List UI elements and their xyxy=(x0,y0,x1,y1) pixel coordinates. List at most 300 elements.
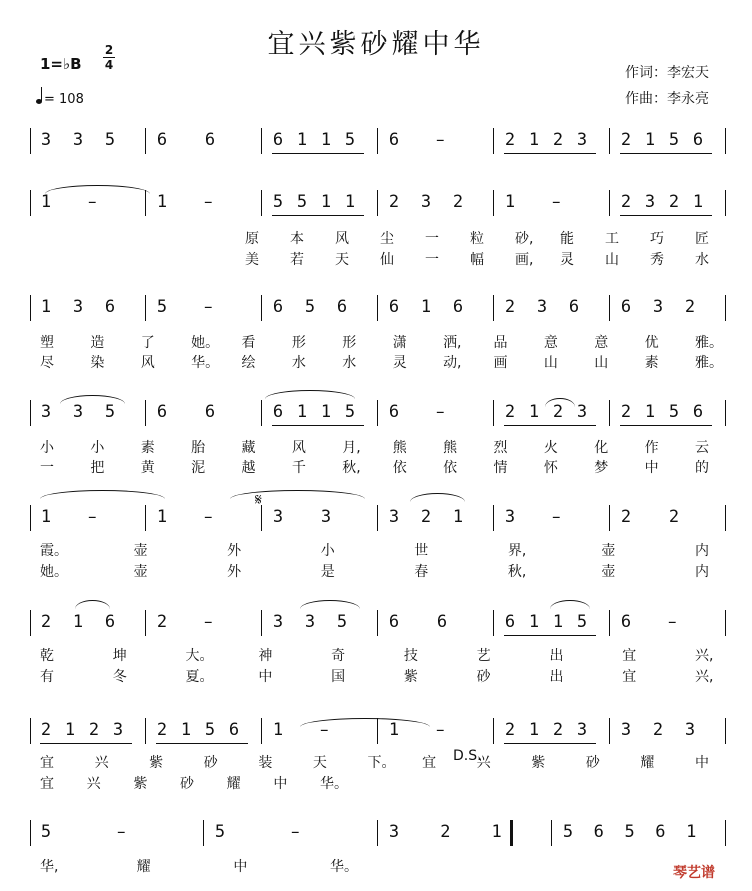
note: 5 xyxy=(272,192,284,212)
barline xyxy=(261,190,262,216)
note: 2 xyxy=(552,402,564,422)
barline xyxy=(725,505,726,531)
lyric-word: 出 xyxy=(549,669,564,685)
lyricist-credit: 作词：李宏天 xyxy=(625,65,709,81)
note: 2 xyxy=(684,297,696,317)
barline xyxy=(725,400,726,426)
barline xyxy=(493,400,494,426)
lyric-word: 依 xyxy=(392,460,407,476)
note: 1 xyxy=(686,822,697,842)
barline xyxy=(377,820,378,846)
lyric-word: 华。 xyxy=(330,859,358,875)
lyric-word: 洒, xyxy=(443,335,462,351)
slur-line xyxy=(550,600,590,609)
note: 1 xyxy=(156,192,168,212)
lyric-word: 艺 xyxy=(476,648,491,664)
lyric-word: 造 xyxy=(90,335,105,351)
segno-icon: 𝄋 xyxy=(255,490,262,509)
score-row xyxy=(30,820,726,850)
beam-line xyxy=(620,425,712,426)
lyric-word: 霞。 xyxy=(40,543,68,559)
ds-marker: D.S. xyxy=(453,748,482,764)
note: 3 xyxy=(272,612,284,632)
note: 3 xyxy=(40,402,52,422)
lyric-word: 天 xyxy=(312,755,327,771)
note: 5 xyxy=(156,297,168,317)
lyric-word: 优 xyxy=(644,335,659,351)
key-signature: 1=♭B xyxy=(40,55,82,73)
note: 5 xyxy=(562,822,574,842)
lyric-word: 尽 xyxy=(40,355,54,371)
note: 1 xyxy=(528,612,540,632)
lyric-word: 熊 xyxy=(443,440,458,456)
note: 2 xyxy=(420,507,432,527)
lyric-word: 华。 xyxy=(320,776,348,792)
extension-dash: – xyxy=(204,507,213,527)
lyric-word: 染 xyxy=(90,355,105,371)
lyric-word: 雅。 xyxy=(695,335,723,351)
note: 1 xyxy=(552,612,564,632)
lyric-word: 灵 xyxy=(392,355,407,371)
barline xyxy=(30,718,31,744)
note: 2 xyxy=(620,402,632,422)
barline xyxy=(261,718,262,744)
note: 6 xyxy=(452,297,464,317)
lyric-word: 黄 xyxy=(140,460,155,476)
note: 3 xyxy=(72,402,84,422)
note: 2 xyxy=(88,720,100,740)
lyric-word: 兴 xyxy=(86,776,101,792)
note: 2 xyxy=(620,130,632,150)
barline xyxy=(493,718,494,744)
note: 3 xyxy=(576,720,588,740)
lyric-word: 风 xyxy=(291,440,306,456)
lyric-word: 美 xyxy=(245,252,259,268)
note: 1 xyxy=(528,130,540,150)
note: 3 xyxy=(536,297,548,317)
lyric-word: 兴 xyxy=(94,755,109,771)
note: 3 xyxy=(272,507,284,527)
note: 6 xyxy=(156,402,168,422)
lyric-word: 一 xyxy=(425,252,439,268)
barline xyxy=(145,400,146,426)
lyric-word: 灵 xyxy=(560,252,574,268)
note: 3 xyxy=(112,720,124,740)
note: 3 xyxy=(644,192,656,212)
lyric-word: 怀 xyxy=(543,460,558,476)
note: 5 xyxy=(336,612,348,632)
beam-line xyxy=(620,215,712,216)
lyric-word: 水 xyxy=(342,355,357,371)
barline xyxy=(493,128,494,154)
lyric-word: 春 xyxy=(414,564,429,580)
beam-line xyxy=(504,743,596,744)
note: 6 xyxy=(272,130,284,150)
lyric-word: 云 xyxy=(695,440,709,456)
note: 1 xyxy=(296,402,308,422)
score-row xyxy=(30,128,726,158)
note: 6 xyxy=(388,612,400,632)
barline xyxy=(261,295,262,321)
lyric-word: 化 xyxy=(594,440,609,456)
extension-dash: – xyxy=(552,507,561,527)
note: 2 xyxy=(156,612,168,632)
lyric-word: 是 xyxy=(320,564,335,580)
lyric-word: 本 xyxy=(290,231,304,247)
lyric-word: 塑 xyxy=(40,335,54,351)
lyric-word: 依 xyxy=(443,460,458,476)
note: 1 xyxy=(491,822,502,842)
note: 2 xyxy=(668,507,680,527)
note: 1 xyxy=(452,507,464,527)
lyric-word: 华, xyxy=(40,859,59,875)
note: 6 xyxy=(593,822,604,842)
note: 3 xyxy=(652,297,664,317)
barline xyxy=(30,610,31,636)
barline xyxy=(377,190,378,216)
beam-line xyxy=(504,635,596,636)
barline xyxy=(145,718,146,744)
note: 2 xyxy=(388,192,400,212)
lyric-word: 潇 xyxy=(392,335,407,351)
lyric-word: 中 xyxy=(644,460,659,476)
lyric-word: 世 xyxy=(414,543,429,559)
lyric-word: 外 xyxy=(227,543,242,559)
beam-line xyxy=(504,425,596,426)
lyric-word: 越 xyxy=(241,460,256,476)
lyric-word: 胎 xyxy=(191,440,206,456)
extension-dash: – xyxy=(117,822,126,842)
lyric-word: 乾 xyxy=(40,648,54,664)
note: 6 xyxy=(204,402,216,422)
lyric-word: 她。 xyxy=(191,335,220,351)
note: 1 xyxy=(272,720,284,740)
note: 1 xyxy=(40,192,52,212)
lyric-word: 山 xyxy=(594,355,609,371)
barline xyxy=(609,190,610,216)
note: 1 xyxy=(528,720,540,740)
lyric-word: 壶 xyxy=(601,564,616,580)
lyric-word: 风 xyxy=(140,355,155,371)
lyric-word: 秋, xyxy=(507,564,527,580)
lyric-word: 小 xyxy=(90,440,105,456)
note: 6 xyxy=(568,297,580,317)
barline xyxy=(725,820,726,846)
lyric-word: 画 xyxy=(493,355,508,371)
lyric-word: 品 xyxy=(493,335,508,351)
barline xyxy=(145,505,146,531)
note: 6 xyxy=(388,130,400,150)
lyric-word: 耀 xyxy=(640,755,655,771)
lyric-word: 宜 xyxy=(40,776,54,792)
lyric-word: 绘 xyxy=(241,355,256,371)
slur-line xyxy=(265,390,355,399)
lyric-word: 小 xyxy=(320,543,335,559)
barline xyxy=(609,718,610,744)
lyric-word: 冬 xyxy=(112,669,127,685)
note: 6 xyxy=(692,130,704,150)
barline xyxy=(30,190,31,216)
lyric-word: 华。 xyxy=(191,355,220,371)
note: 6 xyxy=(620,297,632,317)
note: 3 xyxy=(388,507,400,527)
watermark-logo: 琴艺谱 xyxy=(673,865,715,881)
score-row xyxy=(30,505,726,535)
note: 6 xyxy=(692,402,704,422)
lyric-word: 兴, xyxy=(695,669,714,685)
note: 1 xyxy=(320,192,332,212)
barline xyxy=(609,505,610,531)
note: 1 xyxy=(528,402,540,422)
lyric-word: 紫 xyxy=(149,755,164,771)
barline xyxy=(551,820,552,846)
extension-dash: – xyxy=(204,612,213,632)
note: 6 xyxy=(388,297,400,317)
final-barline xyxy=(510,820,513,846)
slur-line xyxy=(230,490,365,499)
meter-bottom: 4 xyxy=(104,58,114,72)
note: 1 xyxy=(420,297,432,317)
note: 1 xyxy=(72,612,84,632)
lyric-word: 宜 xyxy=(622,648,637,664)
lyric-word: 砂, xyxy=(515,231,534,247)
slur-line xyxy=(300,600,360,609)
note: 6 xyxy=(228,720,240,740)
extension-dash: – xyxy=(320,720,329,740)
beam-line xyxy=(620,153,712,154)
extension-dash: – xyxy=(436,130,445,150)
lyric-word: 尘 xyxy=(380,231,394,247)
barline xyxy=(261,128,262,154)
slur-line xyxy=(40,490,165,499)
lyric-word: 作 xyxy=(644,440,659,456)
barline xyxy=(30,295,31,321)
lyric-word: 外 xyxy=(227,564,242,580)
lyric-word: 把 xyxy=(90,460,105,476)
lyric-word: 砂 xyxy=(203,755,218,771)
lyric-word: 秀 xyxy=(650,252,664,268)
score-row xyxy=(30,400,726,430)
extension-dash: – xyxy=(668,612,677,632)
lyric-word: 紫 xyxy=(531,755,546,771)
lyric-word: 月, xyxy=(342,440,361,456)
extension-dash: – xyxy=(204,192,213,212)
note: 6 xyxy=(272,297,284,317)
lyric-word: 紫 xyxy=(403,669,418,685)
slur-line xyxy=(410,493,465,502)
note: 1 xyxy=(180,720,192,740)
meter-top: 2 xyxy=(104,43,114,57)
note: 6 xyxy=(436,612,448,632)
barline xyxy=(725,610,726,636)
lyric-word: 奇 xyxy=(331,648,346,664)
lyric-word: 烈 xyxy=(493,440,508,456)
barline xyxy=(493,610,494,636)
lyric-word: 神 xyxy=(258,648,273,664)
note: 5 xyxy=(40,822,52,842)
note: 6 xyxy=(272,402,284,422)
note: 1 xyxy=(644,130,656,150)
note: 5 xyxy=(304,297,316,317)
lyric-word: 藏 xyxy=(241,440,256,456)
beam-line xyxy=(272,153,364,154)
lyric-word: 界, xyxy=(507,543,527,559)
beam-line xyxy=(504,153,596,154)
lyric-word: 技 xyxy=(403,648,418,664)
extension-dash: – xyxy=(204,297,213,317)
note: 3 xyxy=(620,720,632,740)
score-row xyxy=(30,610,726,640)
extension-dash: – xyxy=(291,822,300,842)
lyric-word: 粒 xyxy=(470,231,484,247)
lyric-word: 素 xyxy=(140,440,155,456)
note: 1 xyxy=(320,130,332,150)
barline xyxy=(30,820,31,846)
lyric-word: 宜 xyxy=(622,669,637,685)
barline xyxy=(377,128,378,154)
note: 6 xyxy=(655,822,666,842)
lyric-word: 耀 xyxy=(226,776,241,792)
lyric-word: 雅。 xyxy=(695,355,723,371)
score-row xyxy=(30,190,726,220)
note: 1 xyxy=(296,130,308,150)
note: 1 xyxy=(644,402,656,422)
barline xyxy=(609,610,610,636)
note: 6 xyxy=(104,612,116,632)
lyric-word: 原 xyxy=(245,231,259,247)
quarter-note-icon xyxy=(36,99,42,104)
note: 1 xyxy=(156,507,168,527)
note: 1 xyxy=(344,192,356,212)
lyric-word: 壶 xyxy=(133,543,148,559)
extension-dash: – xyxy=(88,192,97,212)
note: 1 xyxy=(64,720,76,740)
lyric-word: 中 xyxy=(273,776,288,792)
lyric-word: 看 xyxy=(241,335,256,351)
lyric-word: 幅 xyxy=(470,252,484,268)
note: 2 xyxy=(452,192,464,212)
lyric-word: 情 xyxy=(493,460,508,476)
lyric-word: 了 xyxy=(140,335,155,351)
lyric-word: 素 xyxy=(644,355,659,371)
note: 1 xyxy=(504,192,516,212)
lyric-word: 夏。 xyxy=(185,669,214,685)
lyric-word: 梦 xyxy=(594,460,609,476)
lyric-word: 水 xyxy=(291,355,306,371)
note: 2 xyxy=(504,130,516,150)
barline xyxy=(30,400,31,426)
lyric-word: 山 xyxy=(605,252,619,268)
lyric-word: 一 xyxy=(425,231,439,247)
barline xyxy=(725,128,726,154)
lyric-word: 大。 xyxy=(185,648,214,664)
slur-line xyxy=(60,395,125,404)
note: 6 xyxy=(156,130,168,150)
note: 6 xyxy=(204,130,216,150)
lyric-word: 的 xyxy=(695,460,709,476)
lyric-word: 有 xyxy=(40,669,54,685)
lyric-word: 壶 xyxy=(133,564,148,580)
note: 3 xyxy=(72,297,84,317)
lyric-word: 小 xyxy=(40,440,54,456)
lyric-word: 意 xyxy=(594,335,609,351)
extension-dash: – xyxy=(436,720,445,740)
note: 2 xyxy=(40,720,52,740)
lyric-word: 若 xyxy=(290,252,304,268)
note: 6 xyxy=(104,297,116,317)
note: 6 xyxy=(388,402,400,422)
lyric-word: 风 xyxy=(335,231,349,247)
barline xyxy=(145,610,146,636)
lyric-word: 千 xyxy=(291,460,306,476)
note: 3 xyxy=(320,507,332,527)
barline xyxy=(377,400,378,426)
barline xyxy=(261,610,262,636)
barline xyxy=(377,610,378,636)
barline xyxy=(203,820,204,846)
barline xyxy=(725,295,726,321)
note: 3 xyxy=(388,822,400,842)
barline xyxy=(493,190,494,216)
barline xyxy=(609,295,610,321)
note: 1 xyxy=(40,297,52,317)
note: 3 xyxy=(576,402,588,422)
lyric-word: 紫 xyxy=(133,776,148,792)
note: 6 xyxy=(504,612,516,632)
barline xyxy=(725,190,726,216)
lyric-word: 形 xyxy=(291,335,306,351)
note: 5 xyxy=(214,822,226,842)
note: 1 xyxy=(388,720,400,740)
lyric-word: 砂 xyxy=(180,776,194,792)
barline xyxy=(377,295,378,321)
lyric-word: 能 xyxy=(560,231,574,247)
lyric-word: 泥 xyxy=(191,460,206,476)
lyric-word: 坤 xyxy=(112,648,127,664)
barline xyxy=(145,128,146,154)
lyric-word: 形 xyxy=(342,335,357,351)
lyric-word: 装 xyxy=(258,755,273,771)
lyric-word: 动, xyxy=(443,355,462,371)
lyric-word: 砂 xyxy=(476,669,491,685)
time-signature xyxy=(103,44,115,71)
lyric-word: 熊 xyxy=(392,440,407,456)
lyric-word: 砂 xyxy=(585,755,600,771)
barline xyxy=(493,505,494,531)
tempo-value: = 108 xyxy=(44,92,84,107)
note: 2 xyxy=(620,507,632,527)
beam-line xyxy=(272,425,364,426)
lyric-word: 水 xyxy=(695,252,709,268)
note: 2 xyxy=(652,720,664,740)
note: 2 xyxy=(552,130,564,150)
lyric-word: 画, xyxy=(515,252,534,268)
song-title: 宜兴紫砂耀中华 xyxy=(267,29,485,60)
note: 5 xyxy=(204,720,216,740)
note: 3 xyxy=(504,507,516,527)
lyric-word: 耀 xyxy=(136,859,151,875)
lyric-word: 兴, xyxy=(695,648,714,664)
lyric-word: 中 xyxy=(695,755,709,771)
lyric-word: 下。 xyxy=(367,755,396,771)
lyric-word: 一 xyxy=(40,460,54,476)
lyric-word: 宜 xyxy=(422,755,437,771)
lyric-word: 仙 xyxy=(380,252,394,268)
note: 2 xyxy=(40,612,52,632)
barline xyxy=(725,718,726,744)
beam-line xyxy=(156,743,248,744)
note: 3 xyxy=(40,130,52,150)
